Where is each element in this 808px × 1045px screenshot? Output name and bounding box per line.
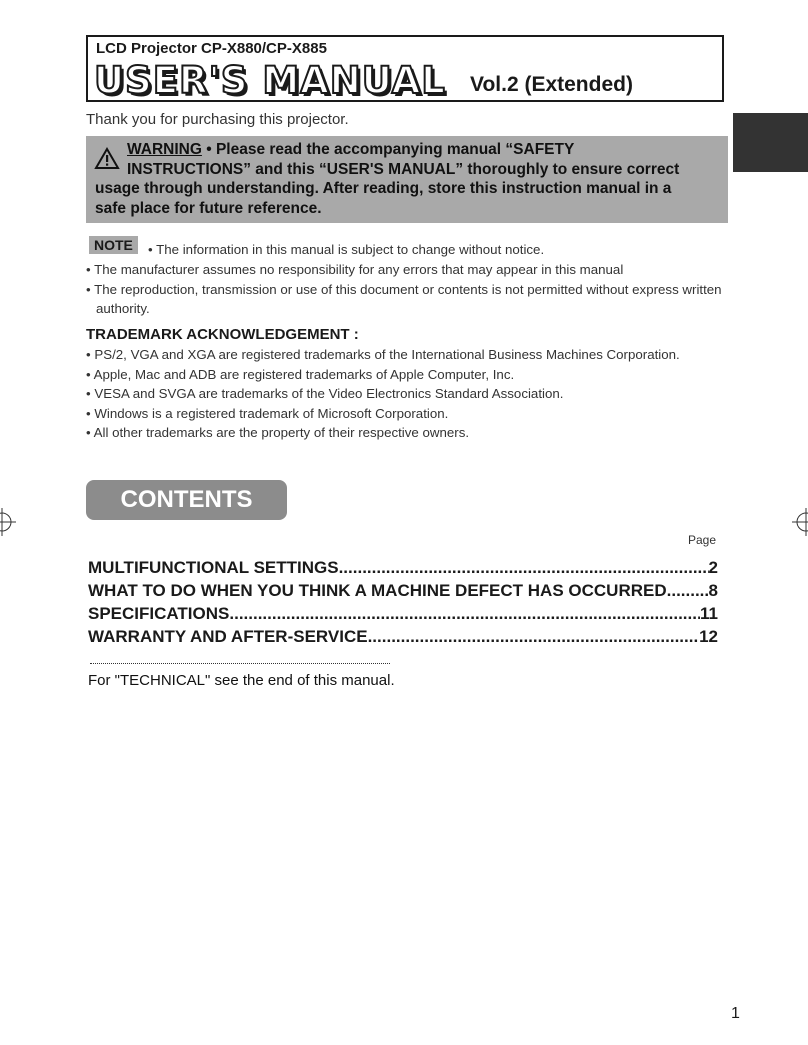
toc-entry-label: WHAT TO DO WHEN YOU THINK A MACHINE DEFECT HAS OCCURRED <box>88 581 667 600</box>
toc-entry-label: WARRANTY AND AFTER-SERVICE <box>88 627 368 646</box>
dotted-divider <box>90 663 390 664</box>
toc-entry[interactable] <box>88 602 718 625</box>
toc-entry-page: 8 <box>708 581 718 600</box>
manual-header-box <box>86 35 724 102</box>
toc-leader <box>368 625 700 648</box>
toc-entry-label: SPECIFICATIONS <box>88 604 230 623</box>
technical-note: For "TECHNICAL" see the end of this manual. <box>88 672 395 689</box>
note-list <box>86 260 736 319</box>
note-badge: NOTE <box>89 236 138 254</box>
page-number: 1 <box>731 1005 740 1022</box>
toc-entry-page: 2 <box>708 558 718 577</box>
manual-title: USER'S MANUAL <box>94 59 446 102</box>
trademark-item: • PS/2, VGA and XGA are registered trademarks of the International Business Machines Corporation. <box>86 347 680 362</box>
volume-label: Vol.2 (Extended) <box>470 73 633 96</box>
toc-leader <box>339 556 709 579</box>
warning-line-2: INSTRUCTIONS” and this “USER'S MANUAL” thoroughly to ensure correct <box>127 160 680 178</box>
toc-entry[interactable] <box>88 625 718 648</box>
toc-leader <box>667 579 709 602</box>
trademark-item: • VESA and SVGA are trademarks of the Video Electronics Standard Association. <box>86 386 564 401</box>
warning-line-4: safe place for future reference. <box>95 199 322 217</box>
contents-heading: CONTENTS <box>86 480 287 520</box>
trademark-item: • Apple, Mac and ADB are registered trademarks of Apple Computer, Inc. <box>86 366 515 382</box>
warning-line-3: usage through understanding. After reading, store this instruction manual in a <box>95 180 672 197</box>
warning-box <box>86 136 728 223</box>
page-column-header: Page <box>688 533 717 547</box>
note-item: • The information in this manual is subject to change without notice. <box>148 242 545 257</box>
trademark-list <box>86 345 736 443</box>
warning-text <box>95 140 715 218</box>
registration-mark-icon <box>0 508 16 536</box>
warning-label: WARNING <box>127 141 202 158</box>
toc-entry[interactable] <box>88 556 718 579</box>
trademark-item: • All other trademarks are the property of their respective owners. <box>86 425 470 440</box>
toc-entry-label: MULTIFUNCTIONAL SETTINGS <box>88 558 339 577</box>
toc-leader <box>229 602 700 625</box>
registration-mark-icon <box>792 508 808 536</box>
note-item: • The reproduction, transmission or use of this document or contents is not permitted without express written authority. <box>86 281 722 316</box>
toc-entry[interactable] <box>88 579 718 602</box>
model-line: LCD Projector CP-X880/CP-X885 <box>96 40 327 57</box>
section-side-tab <box>733 113 808 172</box>
table-of-contents <box>88 556 718 648</box>
trademark-item: • Windows is a registered trademark of Microsoft Corporation. <box>86 405 449 421</box>
thanks-text: Thank you for purchasing this projector. <box>86 111 349 128</box>
toc-entry-page: 12 <box>699 627 718 646</box>
warning-line-1: • Please read the accompanying manual “SAFETY <box>206 141 575 158</box>
trademark-heading: TRADEMARK ACKNOWLEDGEMENT : <box>86 326 359 343</box>
note-item: • The manufacturer assumes no responsibility for any errors that may appear in this manual <box>86 262 624 277</box>
toc-entry-page: 11 <box>700 604 718 623</box>
